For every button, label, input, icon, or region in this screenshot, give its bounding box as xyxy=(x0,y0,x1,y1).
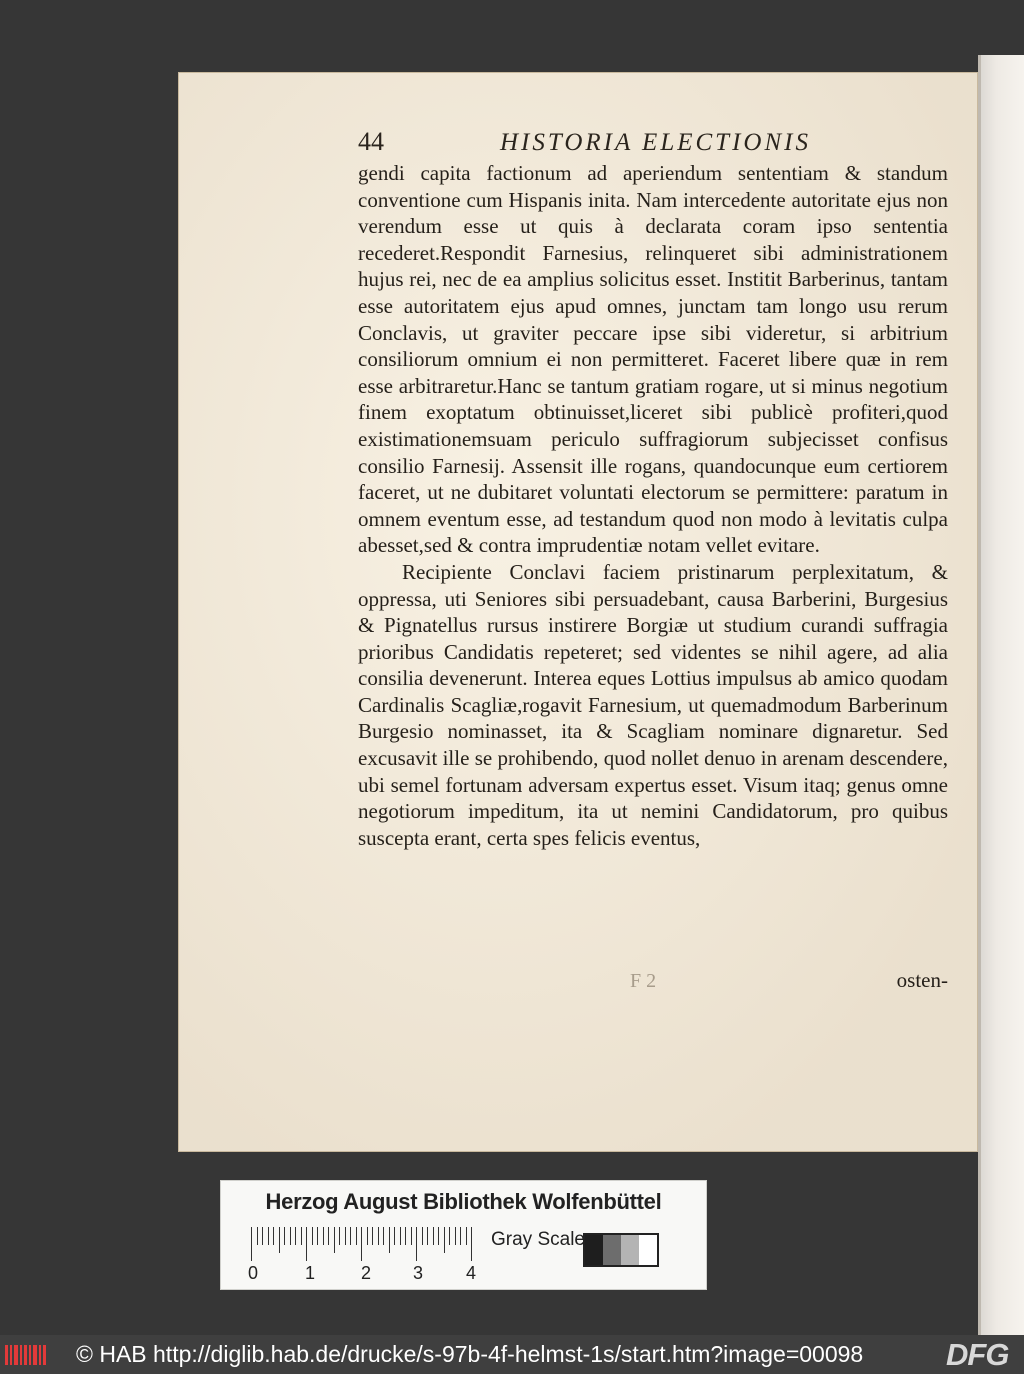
ruler-tick xyxy=(350,1227,351,1245)
ruler-tick xyxy=(262,1227,263,1245)
ruler-label: 3 xyxy=(413,1263,424,1283)
signature-mark: F 2 xyxy=(630,970,657,992)
ruler-tick xyxy=(251,1227,252,1261)
barcode-icon xyxy=(4,1343,48,1367)
ruler-tick xyxy=(411,1227,412,1245)
ruler-label: 2 xyxy=(361,1263,372,1283)
ruler-tick xyxy=(317,1227,318,1245)
adjacent-page-edge xyxy=(978,55,1024,1335)
paragraph: Recipiente Conclavi faciem pristinarum perplexitatum, & oppressa, uti Seniores sibi persuadebant, causa Barberini, Burgesius & Pignatellus rursus instirere Borgiæ ut studium curandi suffragia prioribus Candidatis repeteret; sed videntes se nihil agere, ad alia consilia devenerunt. Interea eques Lottius impulsus ab amico quodam Cardinalis Scagliæ,rogavit Farnesium, ut quemadmodum Barberinum Burgesio nominasset, ita & Scagliam nominare dignaretur. Sed excusavit ille se prohibendo, quod nollet denuo in arenam descendere, ubi semel fortunam adversam expertus esset. Visum itaq; genus omne negotiorum impeditum, ita ut nemini Candidatorum, pro quibus suscepta erant, certa spes felicis eventus, xyxy=(358,559,948,850)
ruler-tick xyxy=(433,1227,434,1245)
ruler-tick xyxy=(438,1227,439,1245)
ruler-tick xyxy=(257,1227,258,1245)
ruler-tick xyxy=(400,1227,401,1245)
ruler-tick xyxy=(323,1227,324,1245)
page-number: 44 xyxy=(358,127,384,156)
ruler-tick xyxy=(306,1227,307,1261)
ruler-tick xyxy=(290,1227,291,1245)
page-footer xyxy=(358,968,948,998)
ruler-tick xyxy=(312,1227,313,1245)
ruler-tick xyxy=(394,1227,395,1245)
ruler-tick xyxy=(279,1227,280,1253)
ruler-tick xyxy=(295,1227,296,1245)
dfg-logo: DFG xyxy=(946,1337,1009,1372)
ruler-tick xyxy=(345,1227,346,1245)
ruler-tick xyxy=(284,1227,285,1245)
ruler-tick xyxy=(383,1227,384,1245)
grayscale-label: Gray Scale xyxy=(491,1229,585,1250)
ruler-label: 4 xyxy=(466,1263,477,1283)
ruler-tick xyxy=(389,1227,390,1253)
scanned-page xyxy=(178,72,978,1152)
ruler-label: 1 xyxy=(305,1263,316,1283)
card-title: Herzog August Bibliothek Wolfenbüttel xyxy=(265,1189,662,1214)
ruler-tick xyxy=(334,1227,335,1253)
page-body xyxy=(358,160,948,851)
ruler-tick xyxy=(449,1227,450,1245)
ruler-tick xyxy=(378,1227,379,1245)
ruler-tick xyxy=(372,1227,373,1245)
ruler-label: 0 xyxy=(248,1263,259,1283)
ruler-tick xyxy=(427,1227,428,1245)
grayscale-swatches xyxy=(583,1233,659,1267)
ruler-tick xyxy=(444,1227,445,1253)
paragraph: gendi capita factionum ad aperiendum sententiam & standum conventione cum Hispanis inita. Nam intercedente autoritate ejus non verendum esse ut quis à declarata coram ipso sententia recederet.Respondit Farnesius, relinqueret sibi administrationem hujus rei, nec de ea amplius solicitus esset. Institit Barberinus, tantam esse autoritatem ejus apud omnes, junctam tam longo usu rerum Conclavis, ut graviter peccare ipse sibi videretur, si arbitrium consiliorum omnium ei non permitteret. Faceret libere quæ in rem esse arbitraretur.Hanc se tantum gratiam rogare, ut si minus negotium finem exoptatum obtinuisset,liceret sibi publicè profiteri,quod existimationemsuam periculo suffragiorum subjecisset confisus consilio Farnesij. Assensit ille rogans, quandocunque eum certiorem faceret, ut ne dubitaret voluntati electorum se permittere: paratum in omnem eventum esse, ad testandum quod non modo à levitatis culpa abesset,sed & contra imprudentiæ notam vellet evitare. xyxy=(358,161,948,558)
ruler-tick xyxy=(339,1227,340,1245)
ruler-tick xyxy=(460,1227,461,1245)
ruler-tick xyxy=(466,1227,467,1245)
ruler-tick xyxy=(471,1227,472,1261)
swatch xyxy=(585,1235,603,1265)
ruler xyxy=(251,1227,479,1263)
ruler-tick xyxy=(405,1227,406,1245)
ruler-tick xyxy=(416,1227,417,1261)
color-calibration-card xyxy=(220,1180,707,1290)
running-title: HISTORIA ELECTIONIS xyxy=(500,129,811,156)
swatch xyxy=(639,1235,657,1265)
ruler-tick xyxy=(356,1227,357,1245)
ruler-tick xyxy=(367,1227,368,1245)
ruler-tick xyxy=(273,1227,274,1245)
catchword: osten- xyxy=(896,968,948,992)
swatch xyxy=(621,1235,639,1265)
swatch xyxy=(603,1235,621,1265)
source-url[interactable]: © HAB http://diglib.hab.de/drucke/s-97b-4f-helmst-1s/start.htm?image=00098 xyxy=(76,1341,864,1367)
ruler-tick xyxy=(268,1227,269,1245)
status-bar xyxy=(0,1335,1024,1374)
ruler-tick xyxy=(455,1227,456,1245)
ruler-tick xyxy=(361,1227,362,1261)
ruler-tick xyxy=(301,1227,302,1245)
page-header xyxy=(358,127,998,163)
ruler-tick xyxy=(422,1227,423,1245)
ruler-tick xyxy=(328,1227,329,1245)
